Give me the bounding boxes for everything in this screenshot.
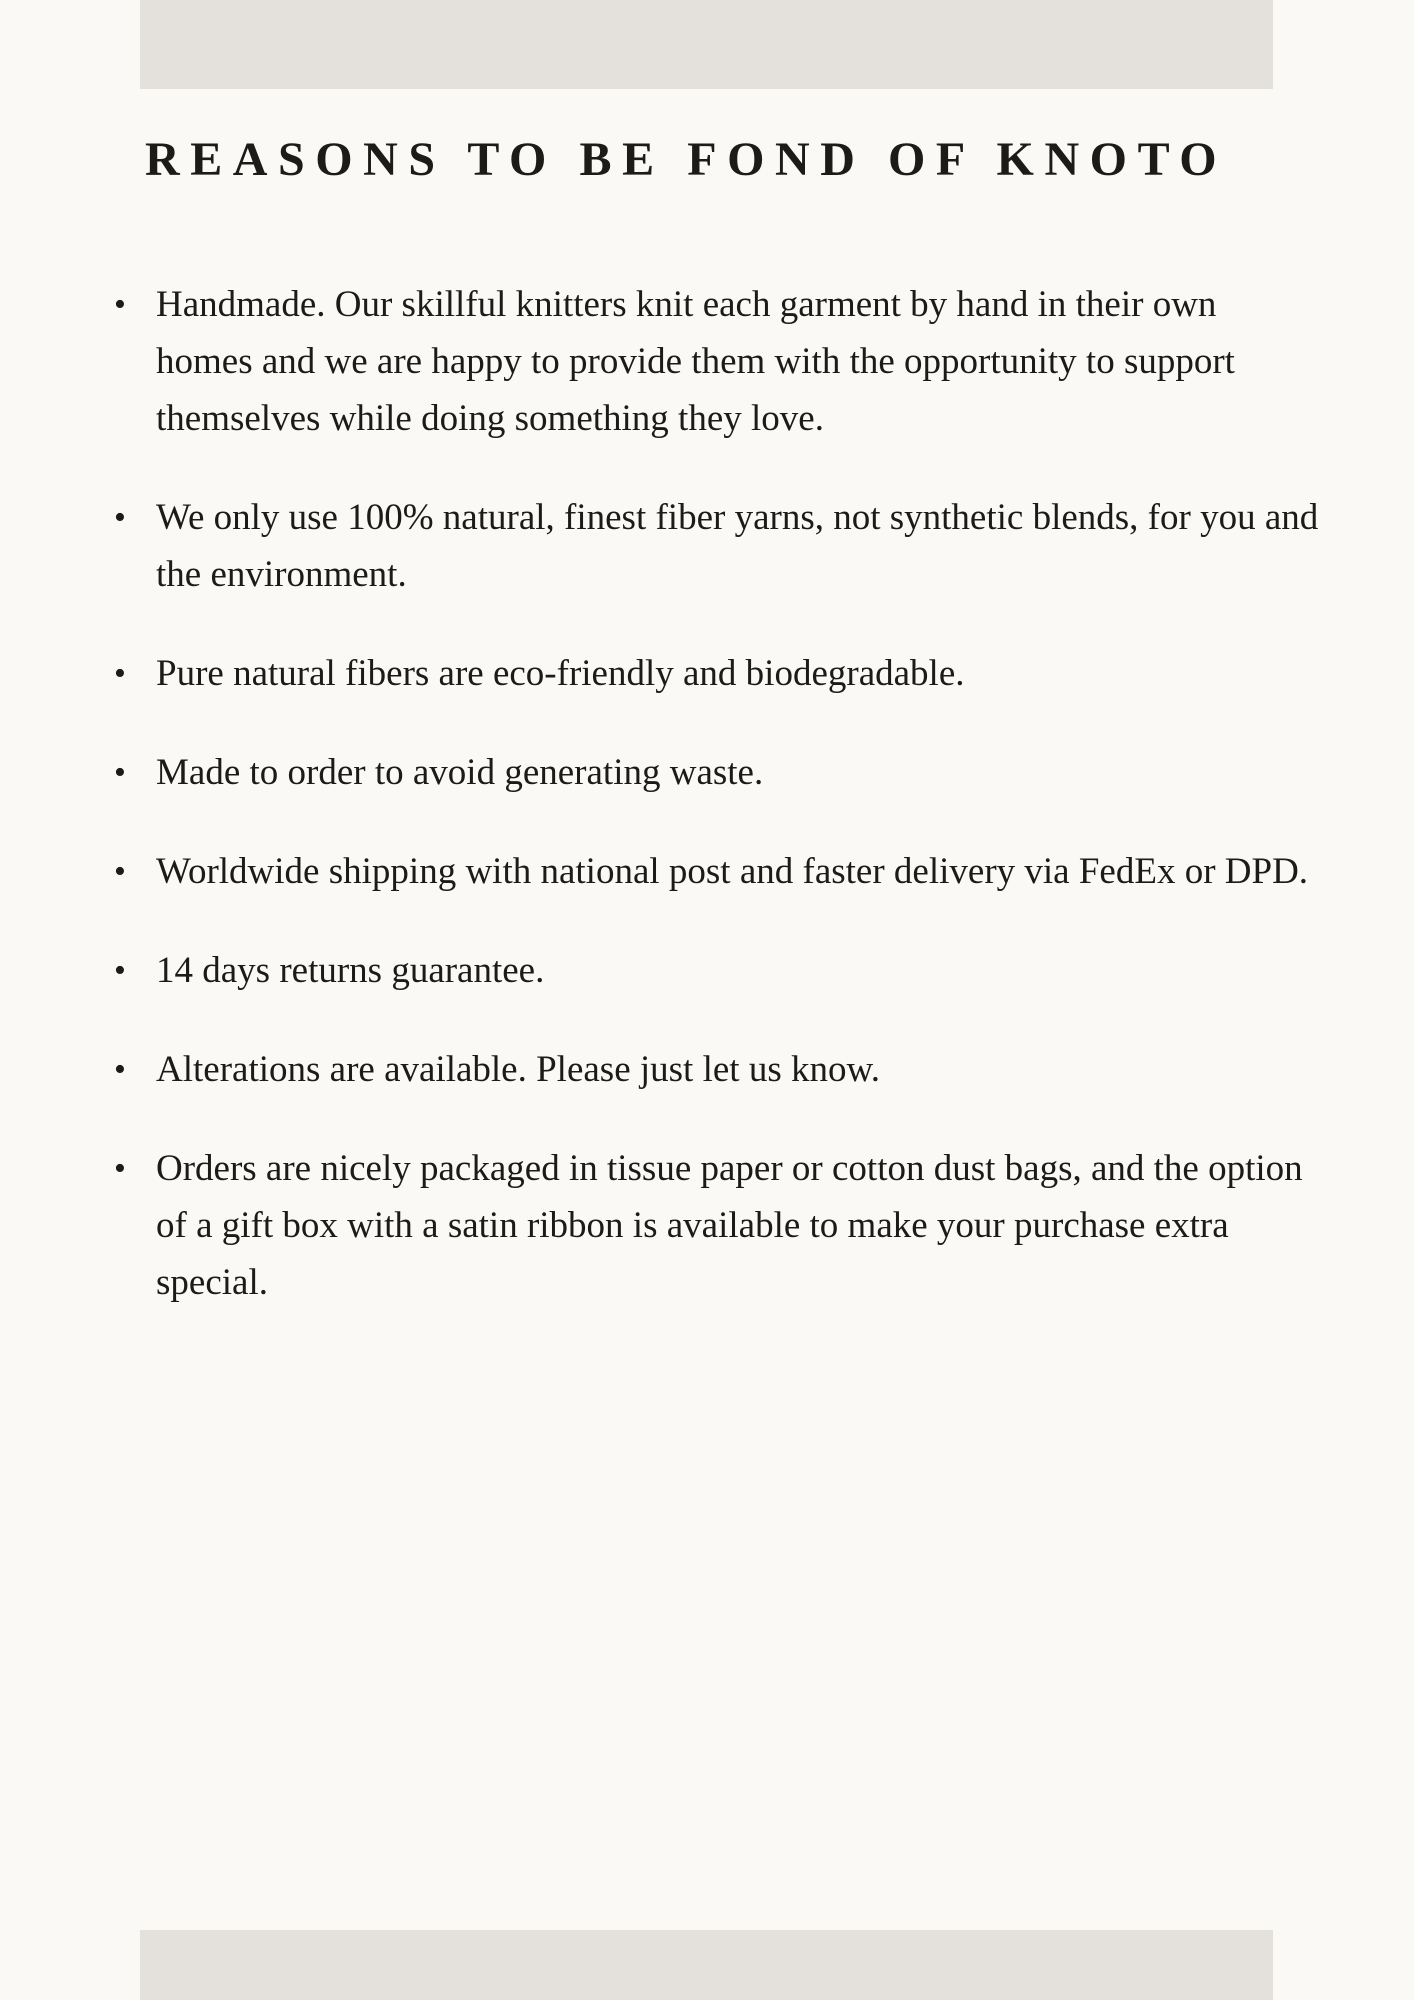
- list-item: [112, 489, 1319, 603]
- list-item: [112, 942, 1319, 999]
- bullet-icon: •: [114, 499, 126, 536]
- list-item: [112, 645, 1319, 702]
- list-item: [112, 744, 1319, 801]
- list-item-text: We only use 100% natural, finest fiber yarns, not synthetic blends, for you and the environment.: [156, 497, 1319, 595]
- bullet-icon: •: [114, 1051, 126, 1088]
- list-item-text: Handmade. Our skillful knitters knit each garment by hand in their own homes and we are happy to provide them with the opportunity to support themselves while doing something they love.: [156, 284, 1235, 439]
- bullet-icon: •: [114, 754, 126, 791]
- list-item-text: Pure natural fibers are eco-friendly and biodegradable.: [156, 653, 965, 694]
- list-item: [112, 1140, 1319, 1311]
- bullet-icon: •: [114, 952, 126, 989]
- list-item: [112, 1041, 1319, 1098]
- page-title: REASONS TO BE FOND OF KNOTO: [145, 133, 1228, 186]
- bottom-banner: [140, 1930, 1273, 2000]
- list-item-text: 14 days returns guarantee.: [156, 950, 545, 991]
- bullet-icon: •: [114, 853, 126, 890]
- bullet-icon: •: [114, 286, 126, 323]
- list-item-text: Orders are nicely packaged in tissue paper or cotton dust bags, and the option of a gift box with a satin ribbon is available to make your purchase extra special.: [156, 1148, 1303, 1303]
- bullet-icon: •: [114, 655, 126, 692]
- list-item-text: Made to order to avoid generating waste.: [156, 752, 764, 793]
- list-item: [112, 843, 1319, 900]
- list-item-text: Alterations are available. Please just let us know.: [156, 1049, 881, 1090]
- list-item: [112, 276, 1319, 447]
- reasons-list: [112, 276, 1319, 1353]
- top-banner: [140, 0, 1273, 89]
- bullet-icon: •: [114, 1150, 126, 1187]
- list-item-text: Worldwide shipping with national post and faster delivery via FedEx or DPD.: [156, 851, 1309, 892]
